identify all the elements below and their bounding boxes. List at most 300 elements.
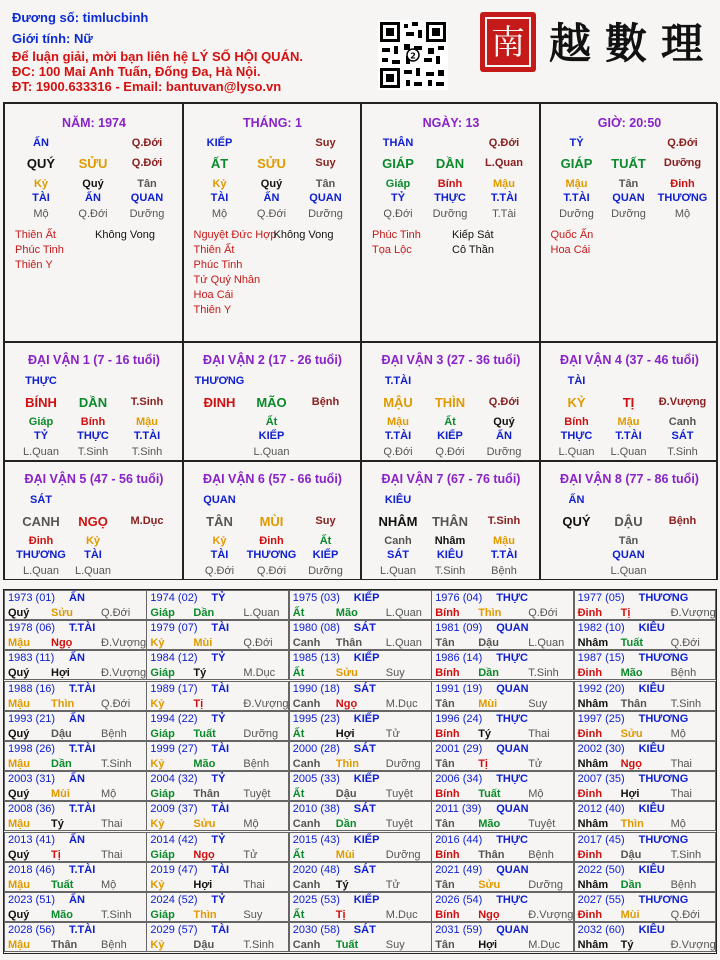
year-cell [4, 771, 147, 801]
year-branch: Hợi [478, 939, 498, 952]
year-stem: Kỷ [150, 758, 165, 770]
dai-van-hidden: Mậu [387, 416, 409, 428]
year-label: 2032 (60) [577, 924, 625, 937]
year-cell [4, 922, 147, 952]
year-stage: Tuyệt [243, 788, 271, 801]
year-stem: Nhâm [577, 878, 609, 891]
year-label: 1975 (03) [292, 592, 340, 604]
year-branch: Thân [193, 788, 220, 801]
dai-van-hidden: Giáp [28, 416, 54, 428]
year-branch: Mão [335, 607, 358, 619]
year-stem: Đinh [577, 727, 603, 740]
year-stem: Ất [292, 727, 305, 740]
dai-van-life: L.Quan [379, 565, 417, 577]
year-stage: Bệnh [243, 758, 270, 770]
pillar-title: GIỜ: 20:50 [597, 116, 662, 130]
dai-van-hidden-god: THƯƠNG [16, 549, 66, 561]
year-god: THỰC [496, 652, 528, 665]
pillar-branch: DẦN [435, 156, 465, 171]
dai-van-hidden-god: SÁT [387, 549, 409, 561]
year-label: 2015 (43) [292, 833, 340, 846]
auspicious-star: Hoa Cái [550, 244, 591, 256]
year-cell [574, 741, 717, 771]
gender: Giới tính: Nữ [12, 31, 93, 46]
pillar-stem: GIÁP [560, 156, 593, 171]
year-god: QUAN [496, 863, 529, 876]
inauspicious-star: Cô Thần [452, 244, 494, 256]
year-cell [574, 922, 717, 952]
year-god: QUAN [496, 743, 529, 755]
qr-code-icon [378, 20, 448, 90]
hidden-god: THƯƠNG [657, 192, 708, 204]
year-cell [146, 741, 289, 771]
year-stem: Bính [435, 607, 460, 619]
year-branch: Mão [620, 667, 643, 680]
year-stem: Canh [292, 758, 321, 770]
dai-van-stage: Suy [315, 515, 336, 527]
dai-van-title: ĐẠI VẬN 5 (47 - 56 tuổi) [24, 472, 164, 486]
year-god: KIẾP [353, 833, 380, 846]
year-stem: Đinh [577, 667, 603, 680]
dai-van-branch: DẬU [614, 514, 643, 529]
dai-van-branch: NGỌ [78, 514, 108, 529]
year-label: 1981 (09) [435, 622, 483, 635]
year-label: 2000 (28) [292, 743, 340, 755]
year-cell [574, 771, 717, 801]
year-god: ẤN [69, 712, 85, 725]
year-god: THỰC [496, 592, 528, 604]
year-stage: Q.Đới [101, 607, 131, 619]
dai-van-life: Q.Đới [383, 446, 413, 458]
dai-van-hidden-god: THỰC [560, 430, 593, 442]
year-cell [146, 922, 289, 952]
dai-van-hidden-god: T.TÀI [133, 430, 161, 442]
year-label: 2028 (56) [8, 924, 56, 937]
year-branch: Dần [620, 878, 642, 891]
inauspicious-star: Kiếp Sát [452, 229, 494, 241]
year-cell [289, 711, 432, 741]
dai-van-branch: THÂN [431, 514, 469, 529]
year-stem: Nhâm [577, 939, 609, 952]
auspicious-star: Phúc Tinh [193, 259, 243, 271]
year-stem: Canh [292, 637, 321, 650]
year-label: 1990 (18) [292, 682, 340, 695]
year-stem: Kỷ [150, 637, 165, 650]
auspicious-star: Phúc Tinh [15, 244, 64, 256]
auspicious-star: Phúc Tinh [372, 229, 421, 241]
year-stem: Giáp [150, 848, 175, 861]
year-cell [574, 801, 717, 831]
year-label: 1993 (21) [8, 712, 56, 725]
year-stem: Canh [292, 939, 321, 952]
year-branch: Tý [193, 667, 207, 680]
dai-van-stage: Q.Đới [488, 396, 520, 408]
year-cell [289, 590, 432, 620]
year-branch: Tuất [51, 878, 74, 891]
year-cell [574, 892, 717, 922]
pillar-stage: L.Quan [485, 157, 523, 169]
year-label: 1978 (06) [8, 622, 56, 635]
pillar-cell [540, 103, 719, 342]
hidden-god: T.TÀI [563, 192, 590, 204]
year-stem: Đinh [577, 909, 603, 921]
pillar-stem-god: ẤN [33, 137, 49, 149]
year-god: THỰC [496, 894, 528, 906]
year-god: ẤN [69, 833, 85, 846]
year-god: SÁT [353, 924, 376, 937]
year-label: 1976 (04) [435, 592, 483, 604]
year-branch: Hợi [51, 667, 70, 680]
year-branch: Mùi [51, 788, 70, 801]
year-cell [431, 590, 574, 620]
year-branch: Sửu [51, 607, 74, 619]
year-stage: T.Sinh [670, 697, 702, 710]
four-pillars-grid [3, 102, 717, 580]
year-branch: Tý [620, 939, 634, 952]
year-stage: Q.Đới [101, 697, 131, 710]
hidden-god: TÀI [210, 192, 229, 204]
pillar-stage: Dưỡng [663, 157, 702, 169]
year-cell [574, 832, 717, 862]
dai-van-god: T.TÀI [384, 375, 412, 387]
year-branch: Sửu [193, 818, 216, 831]
year-god: ẤN [69, 652, 85, 665]
year-cell [431, 892, 574, 922]
year-branch: Tị [620, 607, 631, 619]
owner-name: Đương số: timlucbinh [12, 10, 149, 25]
year-cell [289, 681, 432, 711]
year-stage: Đ.Vượng [670, 939, 716, 952]
dai-van-life: Bệnh [491, 565, 517, 577]
dai-van-hidden-god: TỶ [33, 430, 49, 442]
dai-van-cell [361, 342, 540, 461]
year-stage: Suy [243, 909, 263, 921]
auspicious-star: Nguyệt Đức Hợp [193, 229, 277, 241]
dai-van-stage: T.Sinh [487, 515, 521, 527]
dai-van-hidden: Đinh [259, 535, 284, 547]
year-branch: Tuất [335, 939, 359, 952]
dai-van-god: ẤN [568, 494, 585, 506]
year-stage: L.Quan [243, 607, 280, 619]
year-stage: T.Sinh [243, 939, 274, 952]
year-cell [574, 681, 717, 711]
year-stem: Quý [8, 848, 30, 861]
dai-van-life: T.Sinh [434, 565, 466, 577]
year-god: TỶ [211, 592, 226, 604]
year-god: THỰC [496, 773, 528, 786]
year-god: TÀI [211, 682, 230, 695]
dai-van-title: ĐẠI VẬN 7 (67 - 76 tuổi) [381, 472, 521, 486]
year-cell [4, 620, 147, 650]
svg-text:2: 2 [410, 51, 416, 61]
dai-van-life: L.Quan [253, 446, 290, 458]
auspicious-star: Thiên Ất [193, 244, 235, 256]
year-cell [574, 711, 717, 741]
year-cell [574, 620, 717, 650]
year-branch: Thìn [478, 607, 502, 619]
dai-van-stage: Bệnh [311, 396, 340, 408]
phone-email-line: ĐT: 1900.633316 - Email: bantuvan@lyso.vn [12, 79, 282, 94]
dai-van-life: L.Quan [22, 446, 60, 458]
dai-van-stem: BÍNH [25, 395, 57, 410]
year-god: TỶ [211, 833, 226, 846]
pillar-stage: Suy [315, 157, 336, 169]
year-stage: M.Dục [528, 939, 560, 952]
dai-van-cell [361, 461, 540, 580]
year-stage: Suy [385, 667, 405, 680]
year-branch: Tị [478, 758, 488, 770]
year-stage: Tuyệt [385, 818, 413, 831]
year-god: TỶ [211, 894, 226, 906]
year-stem: Đinh [577, 848, 603, 861]
year-label: 2003 (31) [8, 773, 56, 786]
year-branch: Dậu [335, 788, 357, 801]
dai-van-hidden: Mậu [136, 416, 158, 428]
dai-van-hidden: Ất [444, 416, 456, 428]
year-branch: Dần [193, 607, 215, 619]
year-cell [146, 832, 289, 862]
year-cell [4, 590, 147, 620]
address-line: ĐC: 100 Mai Anh Tuấn, Đống Đa, Hà Nội. [12, 64, 261, 79]
dai-van-stage: M.Dục [130, 515, 164, 527]
year-stage: Q.Đới [670, 909, 700, 921]
year-label: 1982 (10) [577, 622, 625, 635]
year-stem: Tân [435, 818, 455, 831]
year-branch: Mùi [478, 697, 498, 710]
dai-van-cell [183, 342, 362, 461]
year-stem: Ất [292, 848, 305, 861]
year-label: 1977 (05) [577, 592, 625, 604]
year-god: KIÊU [638, 924, 665, 937]
year-god: QUAN [496, 803, 529, 816]
year-stage: Mộ [101, 878, 117, 891]
year-stem: Kỷ [150, 697, 165, 710]
year-cell [4, 741, 147, 771]
year-god: QUAN [496, 622, 529, 635]
year-branch: Sửu [620, 727, 643, 740]
year-stage: Bệnh [670, 667, 697, 680]
dai-van-hidden: Ất [319, 535, 332, 547]
pillar-cell [183, 103, 362, 342]
year-god: KIẾP [353, 592, 380, 604]
year-branch: Dần [51, 758, 72, 770]
year-stem: Giáp [150, 607, 175, 619]
year-cell [431, 711, 574, 741]
year-stem: Bính [435, 848, 460, 861]
year-god: THƯƠNG [638, 592, 689, 604]
year-branch: Thìn [51, 697, 75, 710]
year-label: 1996 (24) [435, 712, 483, 725]
year-stem: Bính [435, 788, 460, 801]
year-stage: Tuyệt [528, 818, 556, 831]
year-stage: Bệnh [670, 878, 697, 891]
year-god: KIẾP [353, 894, 380, 906]
auspicious-star: Hoa Cái [193, 289, 234, 301]
dai-van-title: ĐẠI VẬN 6 (57 - 66 tuổi) [203, 472, 342, 486]
life-stage: T.Tài [492, 208, 516, 220]
dai-van-life: T.Sinh [667, 446, 698, 458]
year-god: TỶ [211, 712, 226, 725]
year-stage: Q.Đới [528, 607, 558, 619]
dai-van-hidden-god: T.TÀI [615, 430, 642, 442]
contact-line: Để luận giải, mời bạn liên hệ LÝ SỐ HỘI QUÁN. [12, 49, 303, 64]
year-label: 2002 (30) [577, 743, 625, 755]
inauspicious-star: Không Vong [95, 229, 155, 241]
year-stem: Ất [292, 667, 305, 680]
year-label: 1994 (22) [150, 712, 198, 725]
pillar-stem: GIÁP [382, 156, 414, 171]
year-cell [4, 862, 147, 892]
year-stem: Tân [435, 697, 455, 710]
year-label: 2014 (42) [150, 833, 198, 846]
dai-van-branch: DẦN [78, 395, 108, 410]
year-cell [431, 650, 574, 680]
year-god: KIÊU [638, 743, 665, 755]
year-god: T.TÀI [69, 682, 96, 695]
year-cell [574, 590, 717, 620]
year-label: 1992 (20) [577, 682, 625, 695]
year-label: 1997 (25) [577, 712, 625, 725]
year-stem: Canh [292, 818, 321, 831]
year-stage: Đ.Vượng [528, 909, 574, 921]
year-stem: Quý [8, 788, 30, 801]
dai-van-life: L.Quan [74, 565, 112, 577]
year-stem: Nhâm [577, 818, 609, 831]
dai-van-stage: T.Sinh [130, 396, 164, 408]
dai-van-stem: NHÂM [378, 514, 418, 529]
year-cell [146, 862, 289, 892]
year-stage: Mộ [101, 788, 117, 801]
year-branch: Tý [51, 818, 64, 831]
dai-van-life: L.Quan [558, 446, 595, 458]
year-branch: Tị [51, 848, 61, 861]
year-stage: Thai [670, 788, 692, 801]
dai-van-title: ĐẠI VẬN 2 (17 - 26 tuổi) [203, 353, 342, 367]
year-stage: Mộ [670, 727, 686, 740]
dai-van-hidden-god: T.TÀI [490, 549, 518, 561]
year-label: 1991 (19) [435, 682, 483, 695]
pillar-branch: SỬU [257, 156, 286, 171]
year-cell [146, 590, 289, 620]
dai-van-stem: TÂN [206, 514, 233, 529]
year-god: THƯƠNG [638, 773, 689, 786]
year-stem: Mậu [8, 758, 30, 770]
year-stage: L.Quan [385, 637, 422, 650]
dai-van-stem: ĐINH [203, 395, 236, 410]
year-stem: Canh [292, 697, 321, 710]
year-label: 1973 (01) [8, 592, 56, 604]
year-stage: T.Sinh [101, 909, 132, 921]
year-god: KIÊU [638, 803, 665, 816]
dai-van-hidden-god: KIẾP [258, 430, 285, 442]
dai-van-hidden-god: KIẾP [437, 430, 463, 442]
year-god: ẤN [69, 592, 85, 604]
year-god: TÀI [211, 743, 230, 755]
pillar-branch: TUẤT [611, 156, 646, 171]
dai-van-god: THỰC [25, 375, 57, 387]
year-stage: Tử [243, 848, 258, 861]
dai-van-life: Dưỡng [308, 565, 343, 577]
year-god: SÁT [353, 622, 376, 635]
year-stem: Ất [292, 607, 305, 619]
year-cell [574, 862, 717, 892]
year-label: 2008 (36) [8, 803, 56, 816]
year-cell [289, 650, 432, 680]
year-cell [146, 801, 289, 831]
pillar-title: NĂM: 1974 [62, 116, 126, 130]
year-label: 2022 (50) [577, 863, 625, 876]
year-stem: Đinh [577, 607, 603, 619]
year-cell [289, 771, 432, 801]
year-branch: Dần [478, 667, 499, 680]
year-god: KIẾP [353, 712, 380, 725]
year-label: 1986 (14) [435, 652, 483, 665]
year-branch: Ngọ [193, 848, 215, 861]
year-stem: Quý [8, 727, 30, 740]
year-branch: Dậu [620, 848, 642, 861]
year-cell [431, 832, 574, 862]
year-stage: Thai [670, 758, 692, 770]
year-cell [431, 620, 574, 650]
pillar-top-stage: Q.Đới [488, 137, 520, 149]
year-stem: Nhâm [577, 637, 609, 650]
dai-van-life: Dưỡng [486, 446, 522, 458]
year-branch: Dậu [51, 727, 72, 740]
year-branch: Sửu [335, 667, 358, 680]
year-cell [4, 832, 147, 862]
dai-van-hidden: Mậu [617, 416, 640, 428]
year-stage: Mộ [670, 818, 686, 831]
year-god: T.TÀI [69, 924, 96, 937]
life-stage: Q.Đới [78, 208, 108, 220]
pillar-cell [361, 103, 540, 342]
year-branch: Thân [335, 637, 363, 650]
year-branch: Thìn [620, 818, 644, 831]
year-stem: Mậu [8, 697, 30, 710]
dai-van-hidden: Tân [618, 535, 639, 547]
year-branch: Ngọ [335, 697, 358, 710]
year-stage: Đ.Vượng [670, 607, 716, 619]
auspicious-star: Tọa Lộc [372, 244, 412, 256]
pillar-cell [4, 103, 183, 342]
year-stage: Đ.Vượng [101, 667, 147, 680]
hidden-god: T.TÀI [490, 192, 518, 204]
year-stem: Giáp [150, 667, 175, 680]
dai-van-hidden: Canh [384, 535, 412, 547]
pillar-stage: Q.Đới [131, 157, 163, 169]
pillar-top-stage: Q.Đới [667, 137, 698, 149]
life-stage: Dưỡng [432, 208, 468, 220]
year-label: 2023 (51) [8, 894, 56, 906]
hidden-god: QUAN [130, 192, 164, 204]
year-branch: Thìn [193, 909, 217, 921]
year-label: 2012 (40) [577, 803, 625, 816]
year-label: 2029 (57) [150, 924, 198, 937]
dai-van-life: T.Sinh [131, 446, 163, 458]
year-label: 2018 (46) [8, 863, 56, 876]
dai-van-stage: Đ.Vượng [658, 396, 707, 408]
pillar-stem-god: TỶ [569, 137, 584, 149]
year-label: 2027 (55) [577, 894, 625, 906]
year-god: THƯƠNG [638, 712, 689, 725]
dai-van-god: THƯƠNG [194, 375, 245, 387]
dai-van-stem: QUÝ [562, 514, 591, 529]
dai-van-stem: MẬU [383, 395, 413, 410]
year-label: 1987 (15) [577, 652, 625, 665]
dai-van-stem: CANH [22, 514, 60, 529]
year-stage: Dưỡng [385, 848, 421, 861]
svg-text:越: 越 [548, 19, 592, 68]
